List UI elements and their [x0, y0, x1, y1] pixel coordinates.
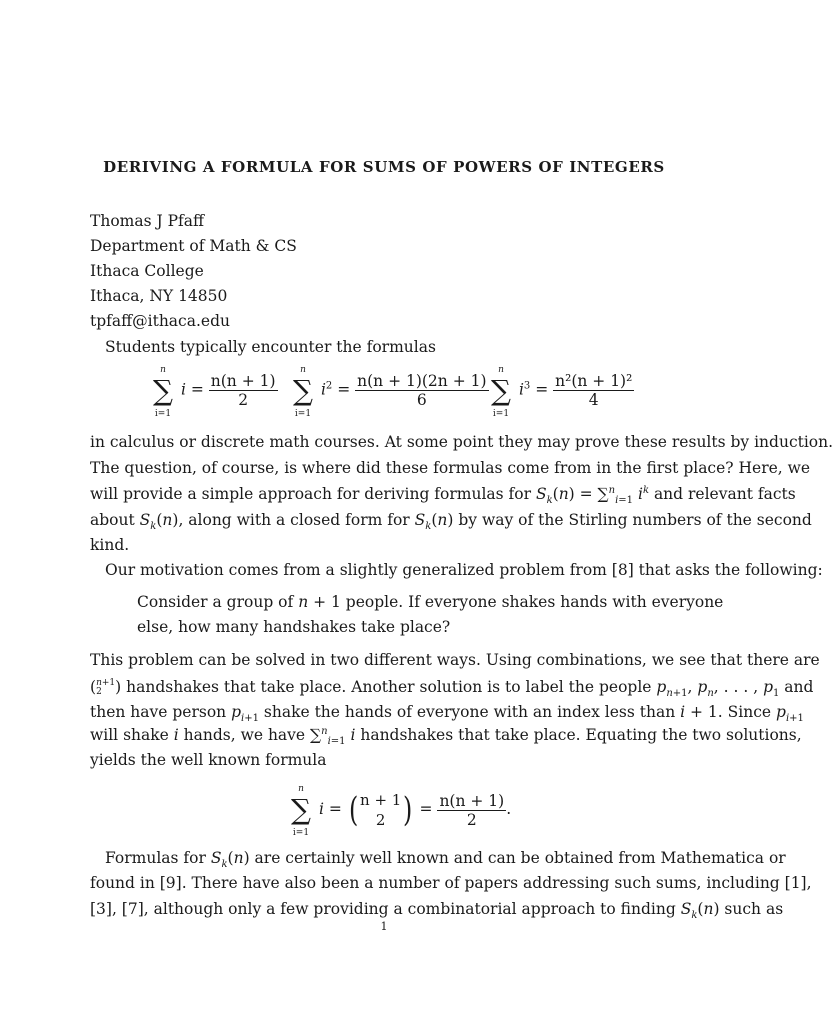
author-name: Thomas J Pfaff	[90, 212, 205, 230]
author-college: Ithaca College	[90, 262, 204, 280]
para1-line4: about $S_k(n)$, along with a closed form for $S_k(n)$ by way of the Stirling numbers of the second	[90, 511, 812, 533]
quote-line1: Consider a group of n + 1 people. If everyone shakes hands with everyone	[137, 593, 724, 611]
para1-line3: will provide a simple approach for deriving formulas for $S_k(n) = \sum^n_{i=1}$ $i^k$ and relevant facts	[90, 484, 796, 507]
author-email: tpfaff@ithaca.edu	[90, 312, 230, 330]
para2-text: Our motivation comes from a slightly generalized problem from [8] that asks the following:	[105, 561, 823, 579]
quote-line2: else, how many handshakes take place?	[137, 618, 451, 636]
para4-line1: Formulas for $S_k(n)$ are certainly well known and can be obtained from Mathematica or	[105, 849, 786, 871]
para4-line2: found in [9]. There have also been a number of papers addressing such sums, including [1],	[90, 874, 812, 892]
formula-sum-i-squared: n ∑ i=1 $i^2$ = $\frac{n(n + 1)(2n + 1)}{6}$	[293, 364, 487, 419]
para3-line2: (n+1 2 ) handshakes that take place. Another solution is to label the people $p_{n+1}$, $p_n$, . . . , $p_1$ and	[90, 678, 814, 700]
para3-line5: yields the well known formula	[90, 751, 327, 769]
formula-handshake: n ∑ i=1 i = ( n + 1 2 ) = $\frac{n(n + 1)}{2}$ .	[291, 784, 512, 838]
para4-line3: [3], [7], although only a few providing a combinatorial approach to finding $S_k(n)$ such as	[90, 900, 784, 922]
intro-text: Students typically encounter the formulas	[105, 338, 436, 356]
author-department: Department of Math & CS	[90, 237, 297, 255]
para3-line3: then have person $p_{i+1}$ shake the hands of everyone with an index less than i + 1. Since $p_{i+1}$	[90, 703, 804, 725]
para1-line1: in calculus or discrete math courses. At some point they may prove these results by induction.	[90, 433, 833, 451]
formula-sum-i-cubed: n ∑ i=1 $i^3$ = $\frac{\text{n²(n + 1)²}}{4}$	[491, 364, 633, 419]
para3-line1: This problem can be solved in two different ways. Using combinations, we see that there are	[90, 651, 820, 669]
para1-line5: kind.	[90, 536, 130, 554]
author-city: Ithaca, NY 14850	[90, 287, 228, 305]
paper-title: DERIVING A FORMULA FOR SUMS OF POWERS OF INTEGERS	[103, 158, 665, 176]
para3-line4: will shake i hands, we have ∑$^n_{i=1}$ i handshakes that take place. Equating the two solutions,	[90, 725, 802, 748]
para1-line2: The question, of course, is where did these formulas come from in the first place? Here, we	[90, 459, 811, 477]
formula-sum-i: n ∑ i=1 i = $\frac{n(n + 1)}{2}$	[153, 364, 276, 419]
page-number: 1	[380, 920, 388, 933]
